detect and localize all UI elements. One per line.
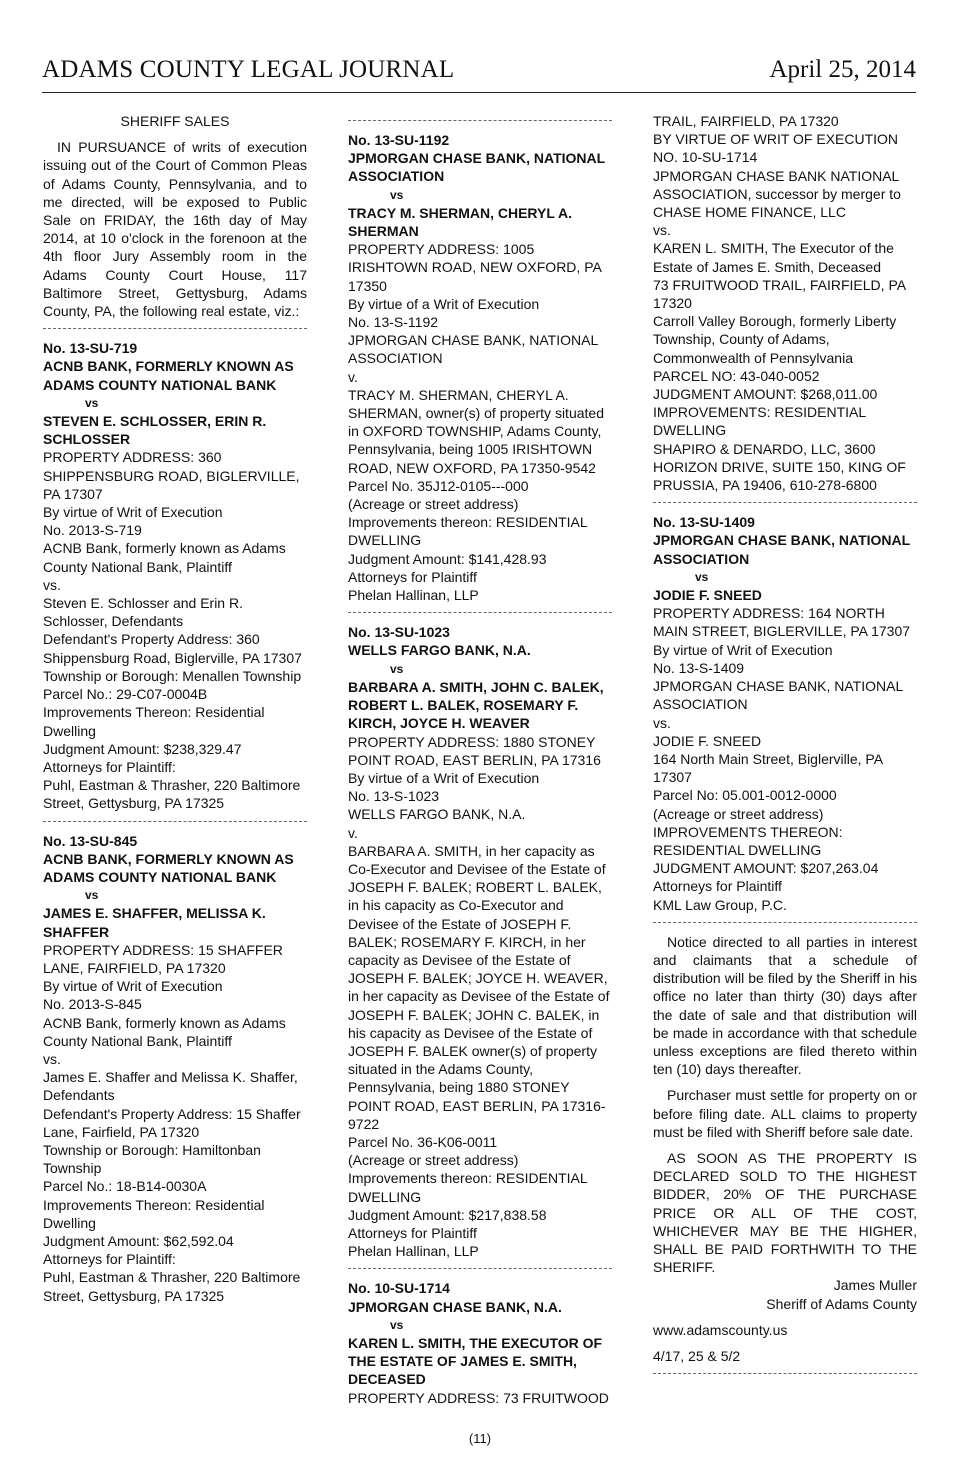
page-number: (11) bbox=[468, 1431, 492, 1446]
notice-paragraph: AS SOON AS THE PROPERTY IS DECLARED SOLD TO THE HIGHEST BIDDER, 20% OF THE PURCHASE PRICE OR ALL OF THE COST, WHICHEVER MAY BE THE HIGHER, SHALL BE PAID FORTHWITH TO THE SHERIFF. bbox=[653, 1149, 917, 1276]
party-names: JAMES E. SHAFFER, MELISSA K. SHAFFER bbox=[43, 905, 266, 940]
text-line: Improvements thereon: RESIDENTIAL DWELLING bbox=[348, 1170, 588, 1205]
text-line: Attorneys for Plaintiff bbox=[348, 568, 477, 585]
case-number: No. 10-SU-1714 bbox=[348, 1280, 450, 1297]
text-line: JODIE F. SNEED bbox=[653, 732, 762, 749]
party-names: ACNB BANK, FORMERLY KNOWN AS ADAMS COUNTY NATIONAL BANK bbox=[43, 358, 294, 393]
text-line: JUDGMENT AMOUNT: $207,263.04 bbox=[653, 860, 879, 877]
text-line: Attorneys for Plaintiff: bbox=[43, 758, 176, 775]
text-line: Parcel No. 36-K06-0011 bbox=[348, 1133, 498, 1150]
notice-paragraph: Purchaser must settle for property on or before filing date. ALL claims to property must be filed with Sheriff before sale date. bbox=[653, 1087, 917, 1140]
spacer bbox=[653, 1078, 917, 1086]
spacer bbox=[653, 1313, 917, 1321]
text-line: vs. bbox=[43, 1050, 61, 1067]
text-line: KML Law Group, P.C. bbox=[653, 896, 787, 913]
signature-line: Sheriff of Adams County bbox=[766, 1295, 917, 1312]
section-divider bbox=[653, 502, 917, 503]
text-line: IMPROVEMENTS THEREON: RESIDENTIAL DWELLING bbox=[653, 823, 843, 858]
text-line: vs. bbox=[653, 222, 671, 239]
text-line: Defendant's Property Address: 360 Shippensburg Road, Biglerville, PA 17307 bbox=[43, 631, 302, 666]
text-line: BY VIRTUE OF WRIT OF EXECUTION NO. 10-SU-1714 bbox=[653, 131, 899, 166]
text-line: 73 FRUITWOOD TRAIL, FAIRFIELD, PA 17320 bbox=[653, 276, 906, 312]
text-line: SHAPIRO & DENARDO, LLC, 3600 HORIZON DRIVE, SUITE 150, KING OF PRUSSIA, PA 19406, 610-278-6800 bbox=[653, 440, 906, 494]
section-divider bbox=[653, 1373, 917, 1374]
column-1 bbox=[43, 112, 307, 1305]
text-line: IMPROVEMENTS: RESIDENTIAL DWELLING bbox=[653, 404, 866, 439]
party-names: JPMORGAN CHASE BANK, NATIONAL ASSOCIATION bbox=[348, 150, 605, 185]
case-number: No. 13-SU-719 bbox=[43, 340, 138, 357]
text-line: PROPERTY ADDRESS: 73 FRUITWOOD bbox=[348, 1389, 609, 1406]
masthead-rule bbox=[42, 92, 916, 93]
text-line: JPMORGAN CHASE BANK, NATIONAL ASSOCIATION bbox=[348, 332, 598, 367]
text-line: Judgment Amount: $62,592.04 bbox=[43, 1232, 234, 1249]
section-divider bbox=[43, 821, 307, 822]
text-line: JPMORGAN CHASE BANK, NATIONAL ASSOCIATION bbox=[653, 678, 903, 713]
text-line: No. 13-S-1023 bbox=[348, 788, 440, 805]
text-line: Township or Borough: Menallen Township bbox=[43, 667, 302, 684]
text-line: Defendant's Property Address: 15 Shaffer Lane, Fairfield, PA 17320 bbox=[43, 1105, 301, 1140]
text-line: Parcel No.: 29-C07-0004B bbox=[43, 686, 208, 703]
text-line: Improvements Thereon: Residential Dwelling bbox=[43, 1196, 265, 1231]
text-line: vs. bbox=[653, 714, 671, 731]
text-line: Steven E. Schlosser and Erin R. Schlosser, Defendants bbox=[43, 595, 243, 630]
versus-label: vs bbox=[85, 395, 99, 410]
text-line: Improvements thereon: RESIDENTIAL DWELLING bbox=[348, 514, 588, 549]
spacer bbox=[653, 1339, 917, 1347]
text-line: (Acreage or street address) bbox=[348, 496, 519, 513]
journal-title: ADAMS COUNTY LEGAL JOURNAL bbox=[42, 56, 455, 83]
notice-paragraph: Notice directed to all parties in interest and claimants that a schedule of distribution will be filed by the Sheriff in his office no later than thirty (30) days after the date of sale and that distribution will be made in accordance with that schedule unless exceptions are filed thereto within ten (10) days thereafter. bbox=[653, 933, 917, 1078]
notice-paragraph: IN PURSUANCE of writs of execution issuing out of the Court of Common Pleas of Adams County, Pennsylvania, and to me directed, will be exposed to Public Sale on FRIDAY, the 16th day of May 2014, at 10 o'clock in the forenoon at the 4th floor Jury Assembly room in the Adams County Court House, 117 Baltimore Street, Gettysburg, Adams County, PA, the following real estate, viz.: bbox=[43, 139, 307, 320]
text-line: JPMORGAN CHASE BANK NATIONAL ASSOCIATION, successor by merger to CHASE HOME FINANCE, LLC bbox=[653, 167, 901, 221]
text-line: Puhl, Eastman & Thrasher, 220 Baltimore Street, Gettysburg, PA 17325 bbox=[43, 777, 301, 812]
masthead bbox=[42, 56, 916, 92]
text-line: v. bbox=[348, 368, 358, 385]
case-number: No. 13-SU-1023 bbox=[348, 624, 450, 641]
text-line: Carroll Valley Borough, formerly Liberty Township, County of Adams, Commonwealth of Pennsylvania bbox=[653, 313, 897, 366]
text-line: Puhl, Eastman & Thrasher, 220 Baltimore Street, Gettysburg, PA 17325 bbox=[43, 1269, 301, 1304]
text-line: No. 2013-S-719 bbox=[43, 522, 142, 539]
spacer bbox=[653, 1141, 917, 1149]
text-line: ACNB Bank, formerly known as Adams County National Bank, Plaintiff bbox=[43, 1014, 286, 1049]
text-line: www.adamscounty.us bbox=[653, 1321, 788, 1338]
text-line: 4/17, 25 & 5/2 bbox=[653, 1348, 741, 1364]
text-line: Phelan Hallinan, LLP bbox=[348, 587, 479, 604]
versus-label: vs bbox=[390, 1317, 404, 1332]
section-divider bbox=[43, 328, 307, 329]
text-line: Township or Borough: Hamiltonban Township bbox=[43, 1141, 261, 1177]
text-line: James E. Shaffer and Melissa K. Shaffer, Defendants bbox=[43, 1069, 298, 1104]
text-line: v. bbox=[348, 824, 358, 841]
party-names: TRACY M. SHERMAN, CHERYL A. SHERMAN bbox=[348, 204, 573, 240]
text-line: KAREN L. SMITH, The Executor of the Estate of James E. Smith, Deceased bbox=[653, 240, 894, 275]
text-line: PROPERTY ADDRESS: 1880 STONEY POINT ROAD, EAST BERLIN, PA 17316 bbox=[348, 733, 601, 768]
versus-label: vs bbox=[85, 888, 99, 903]
text-line: Attorneys for Plaintiff: bbox=[43, 1251, 176, 1268]
text-line: (Acreage or street address) bbox=[653, 805, 824, 822]
text-line: By virtue of Writ of Execution bbox=[653, 641, 833, 658]
text-line: No. 2013-S-845 bbox=[43, 996, 142, 1013]
text-line: vs. bbox=[43, 576, 61, 593]
party-names: STEVEN E. SCHLOSSER, ERIN R. SCHLOSSER bbox=[43, 413, 267, 448]
case-number: No. 13-SU-1192 bbox=[348, 132, 450, 148]
text-line: ACNB Bank, formerly known as Adams County National Bank, Plaintiff bbox=[43, 540, 286, 575]
text-line: Judgment Amount: $217,838.58 bbox=[348, 1206, 547, 1223]
party-names: ACNB BANK, FORMERLY KNOWN AS ADAMS COUNTY NATIONAL BANK bbox=[43, 850, 294, 885]
text-line: Judgment Amount: $141,428.93 bbox=[348, 550, 547, 567]
text-line: Parcel No. 35J12-0105---000 bbox=[348, 477, 529, 494]
text-line: PROPERTY ADDRESS: 1005 IRISHTOWN ROAD, NEW OXFORD, PA 17350 bbox=[348, 241, 602, 294]
text-line: Parcel No.: 18-B14-0030A bbox=[43, 1178, 207, 1195]
party-names: BARBARA A. SMITH, JOHN C. BALEK, ROBERT L. BALEK, ROSEMARY F. KIRCH, JOYCE H. WEAVER bbox=[348, 678, 604, 732]
party-names: WELLS FARGO BANK, N.A. bbox=[348, 642, 531, 659]
versus-label: vs bbox=[695, 569, 709, 584]
issue-date: April 25, 2014 bbox=[769, 56, 916, 83]
text-line: Improvements Thereon: Residential Dwelling bbox=[43, 704, 265, 739]
text-line: PROPERTY ADDRESS: 164 NORTH MAIN STREET, BIGLERVILLE, PA 17307 bbox=[653, 605, 911, 640]
text-line: Attorneys for Plaintiff bbox=[348, 1224, 477, 1241]
signature-line: James Muller bbox=[833, 1277, 917, 1294]
text-line: By virtue of Writ of Execution bbox=[43, 978, 223, 995]
text-line: Phelan Hallinan, LLP bbox=[348, 1243, 479, 1260]
party-names: KAREN L. SMITH, THE EXECUTOR OF THE ESTATE OF JAMES E. SMITH, DECEASED bbox=[348, 1335, 603, 1388]
section-divider bbox=[348, 120, 612, 121]
party-names: JPMORGAN CHASE BANK, N.A. bbox=[348, 1298, 562, 1315]
party-names: JPMORGAN CHASE BANK, NATIONAL ASSOCIATION bbox=[653, 532, 910, 567]
text-line: By virtue of Writ of Execution bbox=[43, 504, 223, 521]
section-divider bbox=[348, 1268, 612, 1269]
text-line: JUDGMENT AMOUNT: $268,011.00 bbox=[653, 386, 878, 403]
versus-label: vs bbox=[390, 187, 404, 202]
text-line: PROPERTY ADDRESS: 15 SHAFFER LANE, FAIRFIELD, PA 17320 bbox=[43, 941, 283, 976]
text-line: Parcel No: 05.001-0012-0000 bbox=[653, 787, 837, 804]
section-divider bbox=[653, 922, 917, 923]
text-line: BARBARA A. SMITH, in her capacity as Co-Executor and Devisee of the Estate of JOSEPH F. BALEK; ROBERT L. BALEK, in his capacity as Co-Executor and Devisee of the Estate of JOSEPH F. BALEK; ROSEMARY F. KIRCH, in her capacity as Devisee of the Estate of JOSEPH F. BALEK; JOYCE H. WEAVER, in her capacity as Devisee of the Estate of JOSEPH F. BALEK; JOHN C. BALEK, in his capacity as Devisee of the Estate of JOSEPH F. BALEK owner(s) of property situated in the Adams County, Pennsylvania, being 1880 STONEY POINT ROAD, EAST BERLIN, PA 17316-9722 bbox=[348, 842, 610, 1132]
case-number: No. 13-SU-845 bbox=[43, 832, 138, 849]
column-2 bbox=[348, 112, 612, 1407]
text-line: TRAIL, FAIRFIELD, PA 17320 bbox=[653, 113, 839, 129]
text-line: Attorneys for Plaintiff bbox=[653, 878, 782, 895]
text-line: (Acreage or street address) bbox=[348, 1152, 519, 1169]
text-line: 164 North Main Street, Biglerville, PA 17307 bbox=[653, 750, 883, 786]
text-line: PROPERTY ADDRESS: 360 SHIPPENSBURG ROAD, BIGLERVILLE, PA 17307 bbox=[43, 449, 300, 502]
section-divider bbox=[348, 612, 612, 613]
text-line: By virtue of a Writ of Execution bbox=[348, 295, 540, 312]
case-number: No. 13-SU-1409 bbox=[653, 514, 755, 531]
text-line: By virtue of a Writ of Execution bbox=[348, 769, 540, 786]
section-heading: SHERIFF SALES bbox=[120, 113, 230, 129]
versus-label: vs bbox=[390, 661, 404, 676]
text-line: WELLS FARGO BANK, N.A. bbox=[348, 806, 526, 823]
text-line: No. 13-S-1409 bbox=[653, 659, 745, 676]
text-line: PARCEL NO: 43-040-0052 bbox=[653, 367, 820, 384]
text-line: TRACY M. SHERMAN, CHERYL A. SHERMAN, owner(s) of property situated in OXFORD TOWNSHIP, Adams County, Pennsylvania, being 1005 IRISHTOWN ROAD, NEW OXFORD, PA 17350-9542 bbox=[348, 386, 604, 476]
text-line: Judgment Amount: $238,329.47 bbox=[43, 740, 242, 757]
column-3 bbox=[653, 112, 917, 1384]
text-line: No. 13-S-1192 bbox=[348, 314, 439, 331]
party-names: JODIE F. SNEED bbox=[653, 587, 762, 604]
